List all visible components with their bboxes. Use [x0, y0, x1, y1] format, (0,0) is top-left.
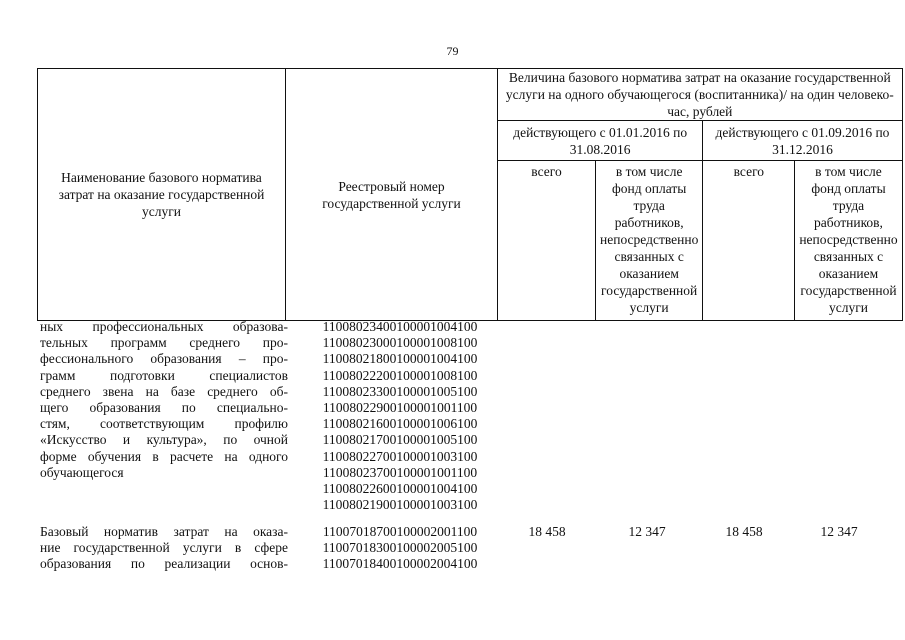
header-total-p1: всего: [498, 161, 596, 321]
registry-code: 11008021800100001004100: [322, 351, 478, 367]
row-2-total-p1: 18 458: [528, 524, 566, 539]
header-total-p2: всего: [703, 161, 795, 321]
registry-code: 11008022900100001001100: [322, 400, 478, 416]
row-1-name-line: стям, соответствующим профилю: [40, 416, 288, 432]
row-1-name-line: грамм подготовки специалистов: [40, 367, 288, 383]
row-1-name-line: ных профессиональных образова-: [40, 319, 288, 334]
row-1-name-line: форме обучения в расчете на одного: [40, 448, 288, 464]
row-2-name: [40, 524, 288, 573]
registry-code: 11007018300100002005100: [322, 540, 478, 556]
header-incl-p2: в том числе фонд оплаты труда работников, непосредственно связанных с оказанием государственной услуги: [795, 161, 902, 321]
row-1-name-line: «Искусство и культура», по очной: [40, 432, 288, 448]
header-period-2: действующего с 01.09.2016 по 31.12.2016: [703, 121, 902, 161]
row-2-incl-p1: 12 347: [628, 524, 666, 539]
registry-code: 11008021700100001005100: [322, 432, 478, 448]
row-1-name-line: обучающегося: [40, 464, 124, 480]
header-registry: Реестровый номер государственной услуги: [286, 69, 498, 321]
registry-code: 11008023700100001001100: [322, 464, 478, 480]
header-table: [37, 68, 903, 321]
row-1-name-line: щего образования по специально-: [40, 400, 288, 416]
registry-code: 11007018400100002004100: [322, 556, 478, 572]
header-incl-p1: в том числе фонд оплаты труда работников, непосредственно связанных с оказанием государственной услуги: [596, 161, 703, 321]
row-2-name-line: образования по реализации основ-: [40, 556, 288, 572]
header-value-group: Величина базового норматива затрат на оказание государственной услуги на одного обучающегося (воспитанника)/ на один человеко-час, рублей: [498, 69, 903, 121]
registry-code: 11008022700100001003100: [322, 448, 478, 464]
row-1-name: [40, 319, 288, 481]
row-1-codes: [300, 319, 500, 513]
row-2-total-p2: 18 458: [725, 524, 763, 539]
row-2-incl-p2: 12 347: [820, 524, 858, 539]
page-number: 79: [446, 44, 459, 58]
header-period-1: действующего с 01.01.2016 по 31.08.2016: [498, 121, 703, 161]
registry-code: 11008022200100001008100: [322, 367, 478, 383]
row-1-name-line: тельных программ среднего про-: [40, 335, 288, 351]
row-2-name-line: ние государственной услуги в сфере: [40, 540, 288, 556]
registry-code: 11007018700100002001100: [322, 524, 478, 539]
registry-code: 11008023400100001004100: [322, 319, 478, 334]
registry-code: 11008021600100001006100: [322, 416, 478, 432]
row-1-name-line: фессионального образования – про-: [40, 351, 288, 367]
row-2-name-line: Базовый норматив затрат на оказа-: [40, 524, 288, 539]
registry-code: 11008023300100001005100: [322, 383, 478, 399]
registry-code: 11008022600100001004100: [322, 481, 478, 497]
row-2-codes: [300, 524, 500, 573]
row-1-name-line: среднего звена на базе среднего об-: [40, 383, 288, 399]
header-name: Наименование базового норматива затрат на оказание государственной услуги: [38, 69, 286, 321]
registry-code: 11008021900100001003100: [322, 497, 478, 513]
registry-code: 11008023000100001008100: [322, 335, 478, 351]
